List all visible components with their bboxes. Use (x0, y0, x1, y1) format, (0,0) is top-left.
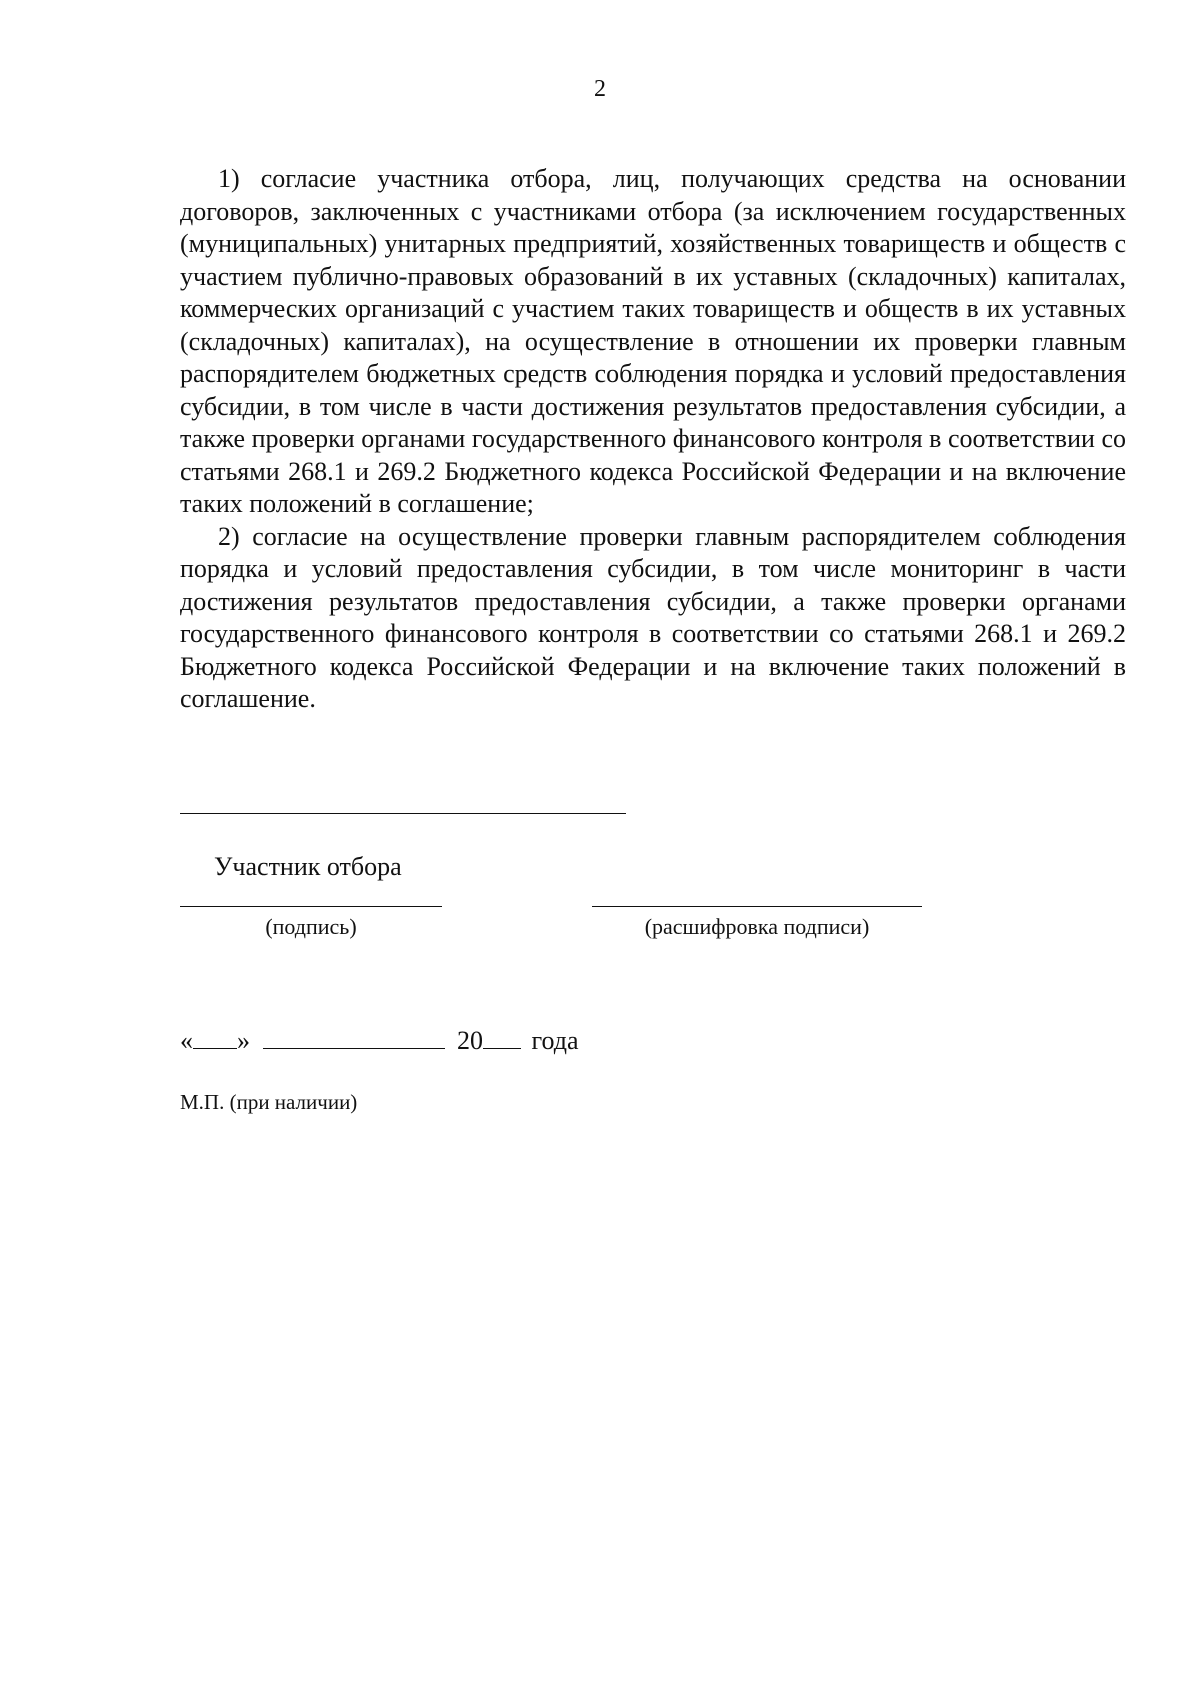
signature-line (180, 906, 442, 907)
page-number: 2 (594, 76, 606, 102)
date-open-quote: « (180, 1026, 193, 1055)
year-prefix: 20 (457, 1026, 483, 1055)
signature-decoding-line (592, 906, 922, 907)
stamp-note: М.П. (при наличии) (180, 1090, 358, 1114)
paragraph-2: 2) согласие на осуществление проверки главным распорядителем соблюдения порядка и условий предоставления субсидии, в том числе мониторинг в части достижения результатов предоставления субсидии, а также проверки органами государственного финансового контроля в соответствии со статьями 268.1 и 269.2 Бюджетного кодекса Российской Федерации и на включение таких положений в соглашение. (180, 521, 1126, 713)
date-line (180, 1026, 579, 1056)
signature-caption: (подпись) (265, 914, 357, 939)
date-close-quote: » (237, 1026, 250, 1055)
year-blank (483, 1026, 521, 1049)
paragraph-1: 1) согласие участника отбора, лиц, получающих средства на основании договоров, заключенных с участниками отбора (за исключением государственных (муниципальных) унитарных предприятий, хозяйственных товариществ и обществ с участием публично-правовых образований в их уставных (складочных) капиталах, коммерческих организаций с участием таких товариществ и обществ в их уставных (складочных) капиталах), на осуществление в отношении их проверки главным распорядителем бюджетных средств соблюдения порядка и условий предоставления субсидии, в том числе в части достижения результатов предоставления субсидии, а также проверки органами государственного финансового контроля в соответствии со статьями 268.1 и 269.2 Бюджетного кодекса Российской Федерации и на включение таких положений в соглашение; (180, 164, 1126, 518)
signature-decoding-caption: (расшифровка подписи) (644, 914, 870, 939)
day-blank (193, 1026, 237, 1049)
participant-label: Участник отбора (214, 852, 402, 881)
separator-line (180, 813, 626, 814)
month-blank (263, 1026, 445, 1049)
year-suffix: года (531, 1026, 579, 1055)
body-text (180, 163, 1126, 716)
